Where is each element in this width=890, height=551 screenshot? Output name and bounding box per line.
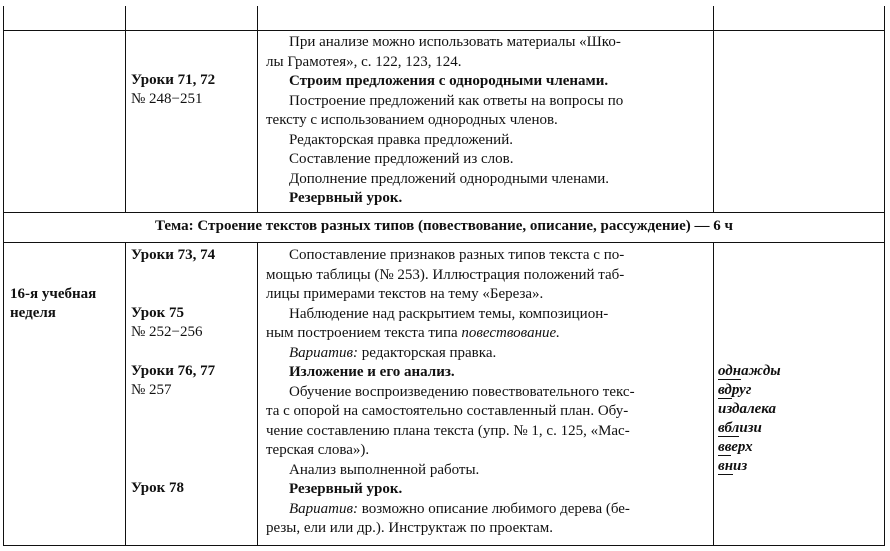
content-line: Наблюдение над раскрытием темы, композицион-	[289, 305, 609, 322]
content-heading: Резервный урок.	[289, 190, 403, 206]
variative-label: Вариатив:	[289, 344, 359, 361]
content-line: терская слова»).	[266, 442, 370, 458]
content-line: Построение предложений как ответы на вопросы по	[289, 92, 624, 109]
column-divider-2b	[257, 242, 258, 546]
content-line: мощью таблицы (№ 253). Иллюстрация положений таб-	[266, 266, 625, 283]
week-label-line1: 16-я учебная	[10, 286, 97, 302]
content-line: резы, ели или др.). Инструктаж по проектам.	[266, 520, 553, 536]
content-line	[266, 344, 710, 364]
content-text: возможно описание любимого дерева (бе-	[358, 500, 630, 517]
table-border-bottom	[3, 545, 885, 546]
vocab-rest: изи	[739, 420, 762, 436]
content-heading: Строим предложения с однородными членами.	[289, 73, 609, 89]
lesson-content-bottom	[266, 246, 710, 539]
vocab-underlined-part: вв	[718, 439, 732, 455]
lesson-exercise-numbers: № 252−256	[131, 324, 203, 340]
content-line: чение составлению плана текста (упр. № 1, с. 125, «Мас-	[266, 422, 630, 439]
vocab-rest: из	[733, 458, 748, 474]
table-border-right	[884, 6, 885, 546]
lesson-title: Уроки 73, 74	[131, 247, 216, 263]
vocab-rest: ажды	[741, 363, 781, 379]
content-line	[266, 324, 710, 344]
content-text: редакторская правка.	[358, 344, 497, 361]
vocab-word	[718, 438, 753, 458]
content-line	[266, 500, 710, 520]
content-line: При анализе можно использовать материалы «Шко-	[289, 34, 621, 50]
column-divider-3b	[713, 242, 714, 546]
content-line: Анализ выполненной работы.	[289, 461, 480, 478]
vocab-underlined-part: одн	[718, 363, 742, 379]
vocab-underlined-part: вд	[718, 382, 732, 398]
vocab-rest: руг	[731, 382, 752, 398]
vocab-word	[718, 362, 781, 382]
column-divider-3	[713, 6, 714, 212]
content-line: тексту с использованием однородных членов.	[266, 112, 558, 128]
vocab-word	[718, 419, 762, 439]
vocab-underlined-part: вн	[718, 458, 734, 474]
lesson-title: Уроки 71, 72	[131, 72, 216, 88]
lesson-title: Урок 75	[131, 305, 185, 321]
content-line: Обучение воспроизведению повествовательного текс-	[289, 383, 635, 400]
vocab-word	[718, 381, 751, 401]
column-divider-1	[125, 6, 126, 212]
content-term: повествование.	[461, 325, 560, 341]
row-divider-theme-bottom	[3, 242, 885, 243]
vocab-underlined-part: вбл	[718, 420, 740, 436]
vocab-word	[718, 400, 776, 420]
content-line: Составление предложений из слов.	[289, 151, 514, 167]
row-divider-theme-top	[3, 212, 885, 213]
content-heading: Резервный урок.	[289, 481, 403, 497]
variative-label: Вариатив:	[289, 500, 359, 517]
week-label-line2: неделя	[10, 305, 56, 321]
vocab-rest: издалека	[718, 401, 777, 417]
vocab-word	[718, 457, 747, 477]
table-border-left	[3, 6, 4, 546]
column-divider-1b	[125, 242, 126, 546]
lesson-exercise-numbers: № 257	[131, 382, 172, 398]
content-heading: Изложение и его анализ.	[289, 364, 455, 380]
vocab-rest: ерх	[731, 439, 753, 455]
row-divider-top	[3, 30, 885, 31]
content-line: лы Грамотея», с. 122, 123, 124.	[266, 53, 462, 70]
lesson-content-top	[266, 33, 710, 209]
theme-heading: Тема: Строение текстов разных типов (повествование, описание, рассуждение) — 6 ч	[154, 218, 734, 234]
content-line: лицы примерами текстов на тему «Береза».	[266, 286, 544, 302]
content-line: та с опорой на самостоятельно составленный план. Обу-	[266, 403, 629, 419]
content-line: Сопоставление признаков разных типов текста с по-	[289, 247, 625, 263]
content-line: Редакторская правка предложений.	[289, 131, 513, 148]
column-divider-2	[257, 6, 258, 212]
lesson-title: Уроки 76, 77	[131, 363, 216, 379]
content-text: ным построением текста типа	[266, 325, 462, 341]
lesson-title: Урок 78	[131, 480, 185, 496]
content-line: Дополнение предложений однородными членами.	[289, 170, 610, 187]
lesson-exercise-numbers: № 248−251	[131, 91, 203, 107]
